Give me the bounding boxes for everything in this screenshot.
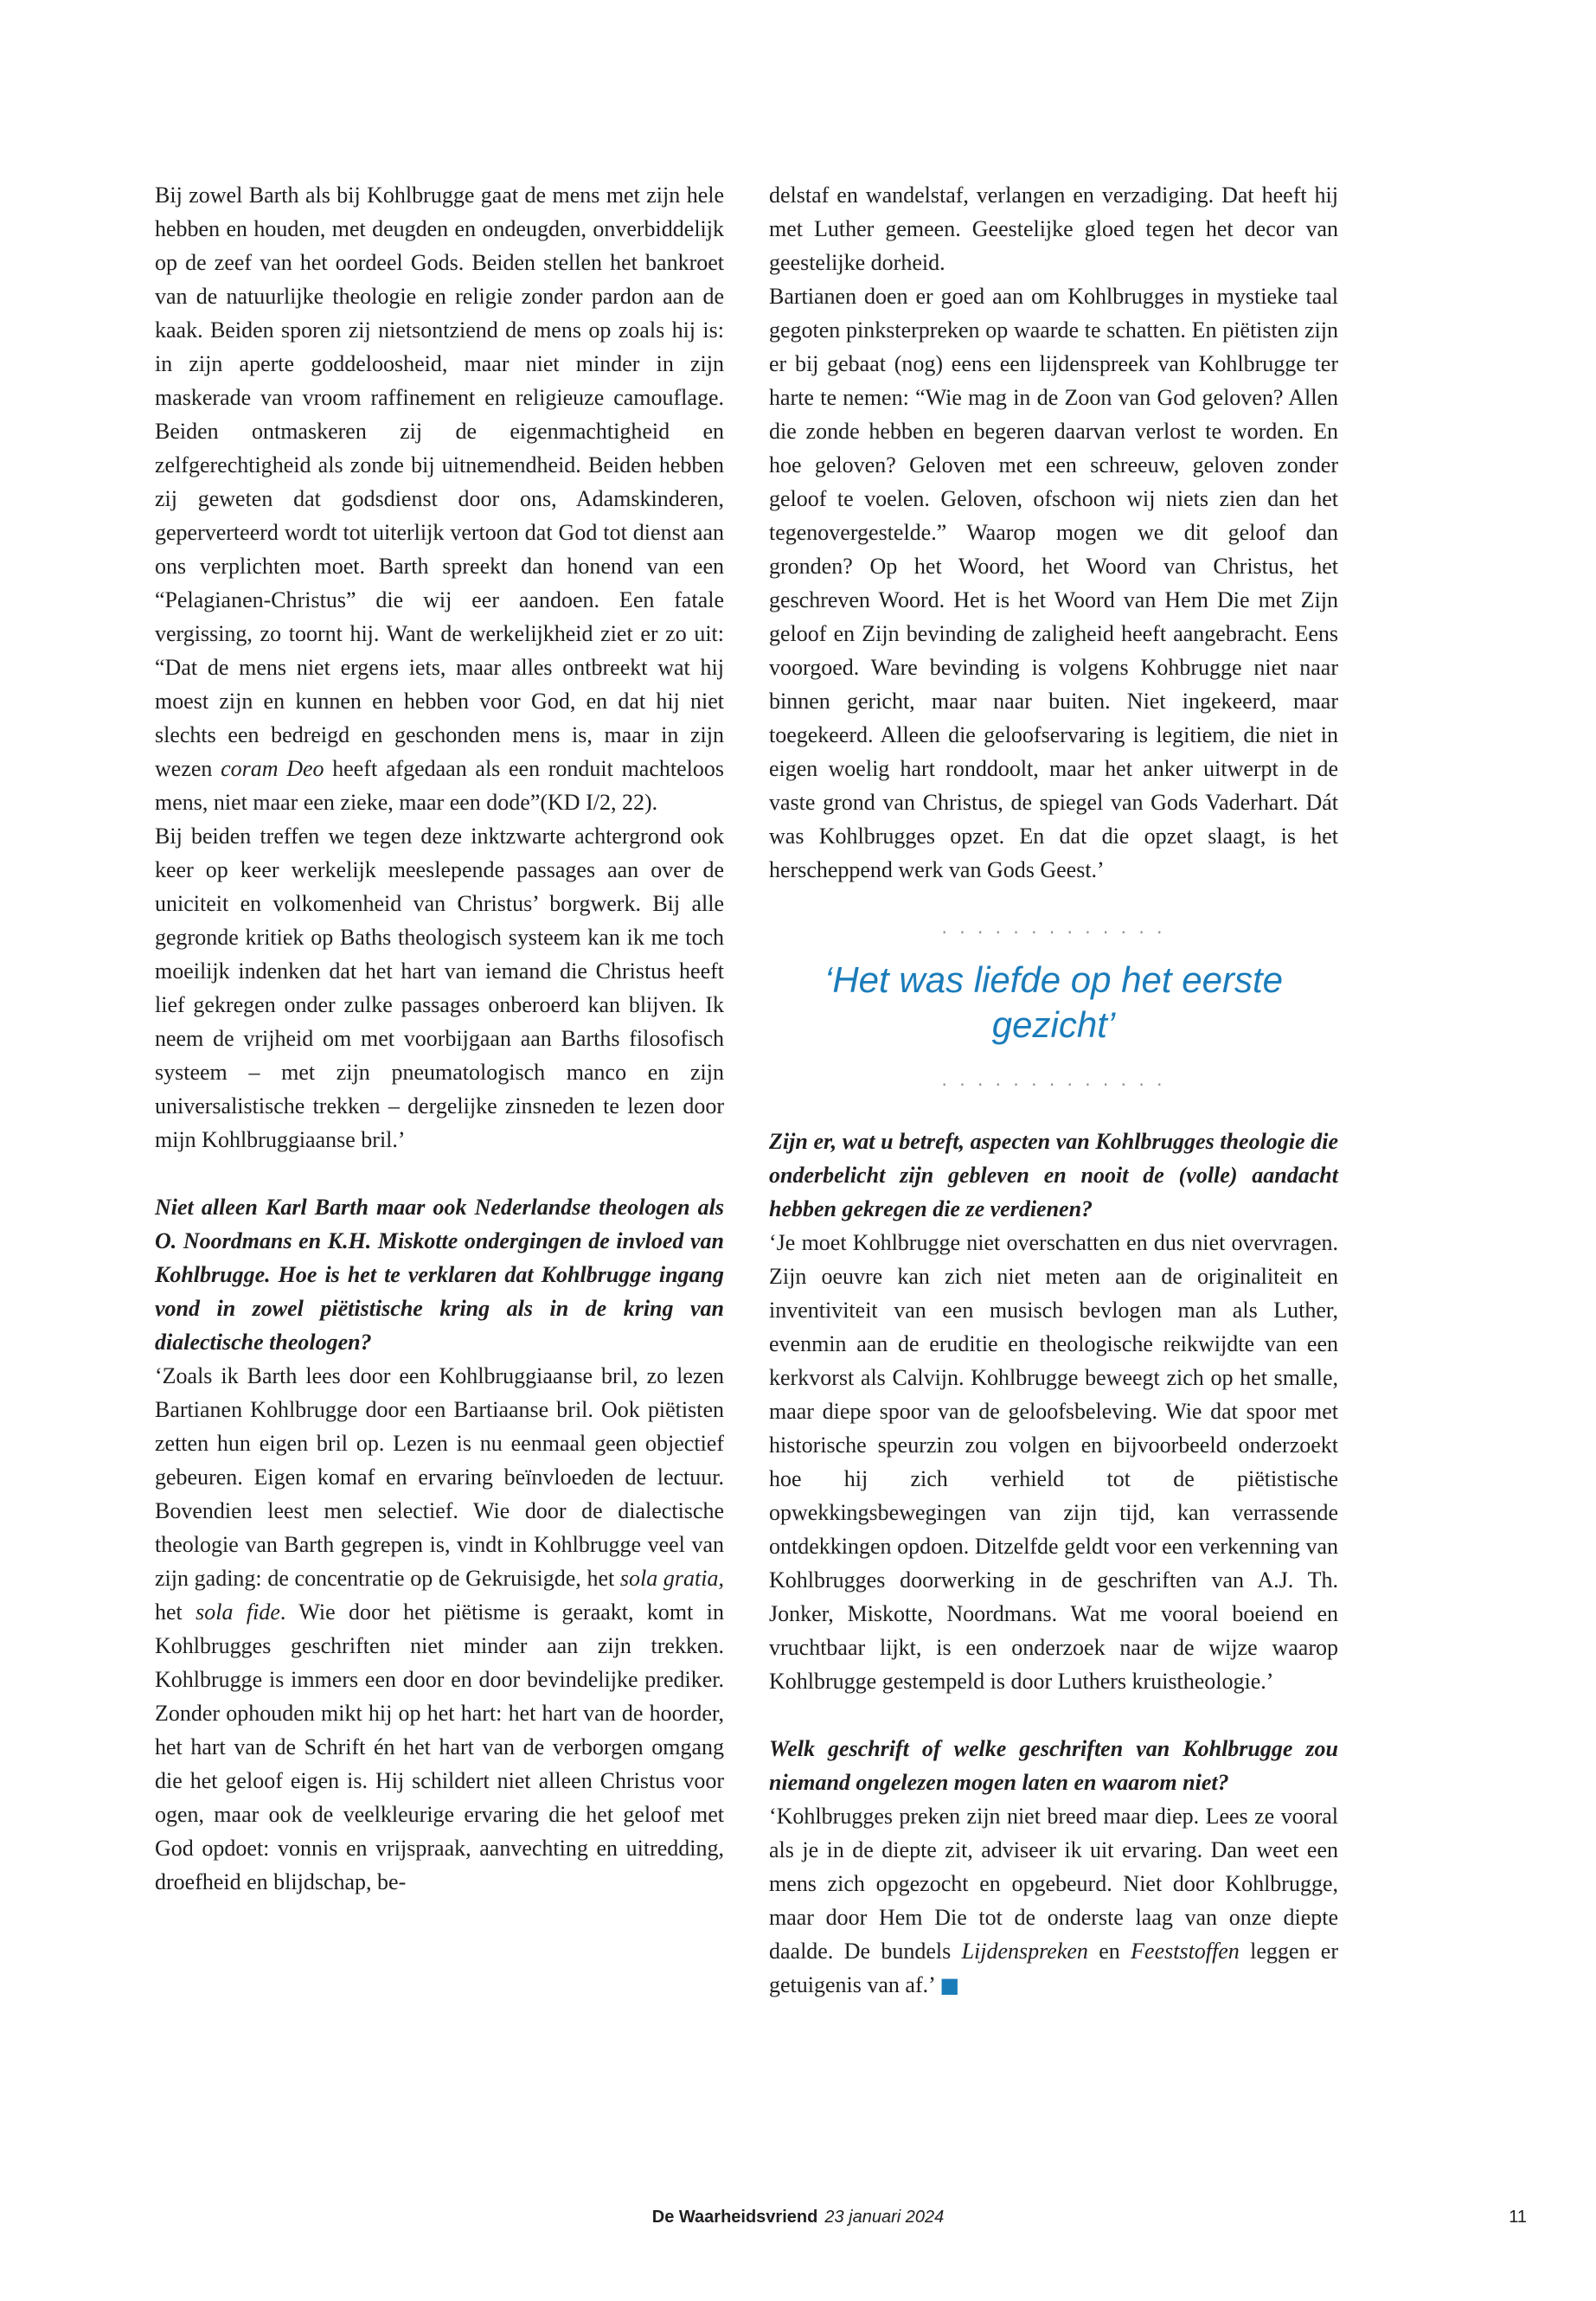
text-run: . Wie door het piëtisme is geraakt, komt in Kohlbrugges geschriften niet minder aan zijn trekken. Kohlbrugge is immers een door en door bevindelijke prediker. Zonder ophouden mikt hij op het hart: het hart van de hoorder, het hart van de Schrift én het hart van de verborgen omgang die het geloof eigen is. Hij schildert niet alleen Christus voor ogen, maar ook de veelkleurige ervaring die het geloof met God opdoet: vonnis en vrijspraak, aanvechting en uitredding, droefheid en blijdschap, be- <box>155 1599 724 1894</box>
left-column <box>155 178 724 2003</box>
article-body <box>155 178 1338 2003</box>
book-title: Feeststoffen <box>1131 1939 1240 1964</box>
latin-term: sola gratia, <box>619 1566 724 1591</box>
text-run: ‘Zoals ik Barth lees door een Kohlbruggiaanse bril, zo lezen Bartianen Kohlbrugge door een Bartiaanse bril. Ook piëtisten zetten hun eigen bril op. Lezen is nu eenmaal geen objectief gebeuren. Eigen komaf en ervaring beïnvloeden de lectuur. Bovendien leest men selectief. Wie door de dialectische theologie van Barth gegrepen is, vindt in Kohlbrugge veel van zijn gading: de concentratie op de Gekruisigde, het <box>155 1363 724 1591</box>
article-paragraph: Bij beiden treffen we tegen deze inktzwarte achtergrond ook keer op keer werkelijk meeslepende passages aan over de uniciteit en volkomenheid van Christus’ borgwerk. Bij alle gegronde kritiek op Baths theologisch systeem kan ik me toch moeilijk indenken dat het hart van iemand die Christus heeft lief gekregen onder zulke passages onberoerd kan blijven. Ik neem de vrijheid om met voorbijgaan aan Barths filosofisch systeem – met zijn pneumatologisch manco en zijn universalistische trekken – dergelijke zinsneden te lezen door mijn Kohlbruggiaanse bril.’ <box>155 824 724 1152</box>
text-run: ‘Kohlbrugges preken zijn niet breed maar diep. Lees ze vooral als je in de diepte zit, adviseer ik uit ervaring. Dan weet een mens zich opgezocht en opgebeurd. Niet door Kohlbrugge, maar door Hem Die tot de onderste laag van onze diepte daalde. De bundels <box>769 1804 1338 1964</box>
dotted-separator-bottom: . . . . . . . . . . . . . <box>941 1069 1166 1090</box>
latin-term: sola fide <box>195 1599 280 1625</box>
text-run: het <box>155 1599 196 1625</box>
interview-question: Zijn er, wat u betreft, aspecten van Kohlbrugges theologie die onderbelicht zijn gebleven en nooit de (volle) aandacht hebben gekregen die ze verdienen? <box>769 1129 1338 1221</box>
latin-term: coram Deo <box>221 756 324 781</box>
interview-answer <box>769 1799 1338 2003</box>
right-column <box>769 178 1338 2003</box>
article-paragraph: delstaf en wandelstaf, verlangen en verzadiging. Dat heeft hij met Luther gemeen. Geestelijke gloed tegen het decor van geestelijke dorheid. <box>769 183 1338 275</box>
interview-question: Niet alleen Karl Barth maar ook Nederlandse theologen als O. Noordmans en K.H. Miskotte ondergingen de invloed van Kohlbrugge. Hoe is het te verklaren dat Kohlbrugge ingang vond in zowel piëtistische kring als in de kring van dialectische theologen? <box>155 1195 724 1355</box>
footer-center <box>0 2208 1596 2227</box>
interview-answer <box>155 1359 724 1899</box>
text-run: Bij zowel Barth als bij Kohlbrugge gaat de mens met zijn hele hebben en houden, met deugden en ondeugden, onverbiddelijk op de zeef van het oordeel Gods. Beiden stellen het bankroet van de natuurlijke theologie en religie zonder pardon aan de kaak. Beiden sporen zij nietsontziend de mens op zoals hij is: in zijn aperte goddeloosheid, maar niet minder in zijn maskerade van vroom raffinement en religieuze camouflage. Beiden ontmaskeren zij de eigenmachtigheid en zelfgerechtigheid als zonde bij uitnemendheid. Beiden hebben zij geweten dat godsdienst door ons, Adamskinderen, geperverteerd wordt tot uiterlijk vertoon dat God tot dienst aan ons verplichten moet. Barth spreekt dan honend van een “Pelagianen-Christus” die wij eer aandoen. Een fatale vergissing, zo toornt hij. Want de werkelijkheid ziet er zo uit: “Dat de mens niet ergens iets, maar alles ontbreekt wat hij moest zijn en kunnen en hebben voor God, en dat hij niet slechts een bedreigd en geschonden mens is, maar in zijn wezen <box>155 183 724 781</box>
text-run: leggen er getuigenis van af.’ <box>769 1939 1338 1997</box>
article-paragraph <box>155 178 724 819</box>
magazine-name: De Waarheidsvriend <box>651 2208 818 2227</box>
interview-question: Welk geschrift of welke geschriften van Kohlbrugge zou niemand ongelezen mogen laten en waarom niet? <box>769 1736 1338 1795</box>
issue-date: 23 januari 2024 <box>824 2208 945 2227</box>
dotted-separator-top: . . . . . . . . . . . . . <box>941 917 1166 938</box>
end-mark: ■ <box>939 1973 960 1997</box>
pull-quote-block <box>769 916 1338 1091</box>
pull-quote: ‘Het was liefde op het eerste gezicht’ <box>824 959 1283 1045</box>
book-title: Lijdenspreken <box>961 1939 1088 1964</box>
page-number: 11 <box>1509 2208 1527 2227</box>
article-paragraph: Bartianen doen er goed aan om Kohlbrugges in mystieke taal gegoten pinksterpreken op waarde te schatten. En piëtisten zijn er bij gebaat (nog) eens een lijdenspreek van Kohlbrugge ter harte te nemen: “Wie mag in de Zoon van God geloven? Allen die zonde hebben en begeren daarvan verlost te worden. En hoe geloven? Geloven met een schreeuw, geloven zonder geloof te voelen. Geloven, ofschoon wij niets zien dan het tegenovergestelde.” Waarop mogen we dit geloof dan gronden? Op het Woord, het Woord van Christus, het geschreven Woord. Het is het Woord van Hem Die met Zijn geloof en Zijn bevinding de zaligheid heeft aangebracht. Eens voorgoed. Ware bevinding is volgens Kohbrugge niet naar binnen gericht, maar naar buiten. Niet ingekeerd, maar toegekeerd. Alleen die geloofservaring is legitiem, die niet in eigen woelig hart ronddoolt, maar het anker uitwerpt in de vaste grond van Christus, de spiegel van Gods Vaderhart. Dát was Kohlbrugges opzet. En dat die opzet slaagt, is het herscheppend werk van Gods Geest.’ <box>769 284 1338 882</box>
text-run: heeft afgedaan als een ronduit machteloos mens, niet maar een zieke, maar een dode”(KD I/2, 22). <box>155 756 724 815</box>
interview-answer: ‘Je moet Kohlbrugge niet overschatten en dus niet overvragen. Zijn oeuvre kan zich niet meten aan de originaliteit en inventiviteit van een musisch bevlogen man als Luther, evenmin aan de eruditie en theologische reikwijdte van een kerkvorst als Calvijn. Kohlbrugge beweegt zich op het smalle, maar diepe spoor van de geloofsbeleving. Wie dat spoor met historische speurzin zou volgen en bijvoorbeeld onderzoekt hoe hij zich verhield tot de piëtistische opwekkingsbewegingen van zijn tijd, kan verrassende ontdekkingen opdoen. Ditzelfde geldt voor een verkenning van Kohlbrugges doorwerking in de geschriften van A.J. Th. Jonker, Miskotte, Noordmans. Wat me vooral boeiend en vruchtbaar lijkt, is een onderzoek naar de wijze waarop Kohlbrugge gestempeld is door Luthers kruistheologie.’ <box>769 1230 1338 1694</box>
text-run: en <box>1087 1939 1131 1964</box>
